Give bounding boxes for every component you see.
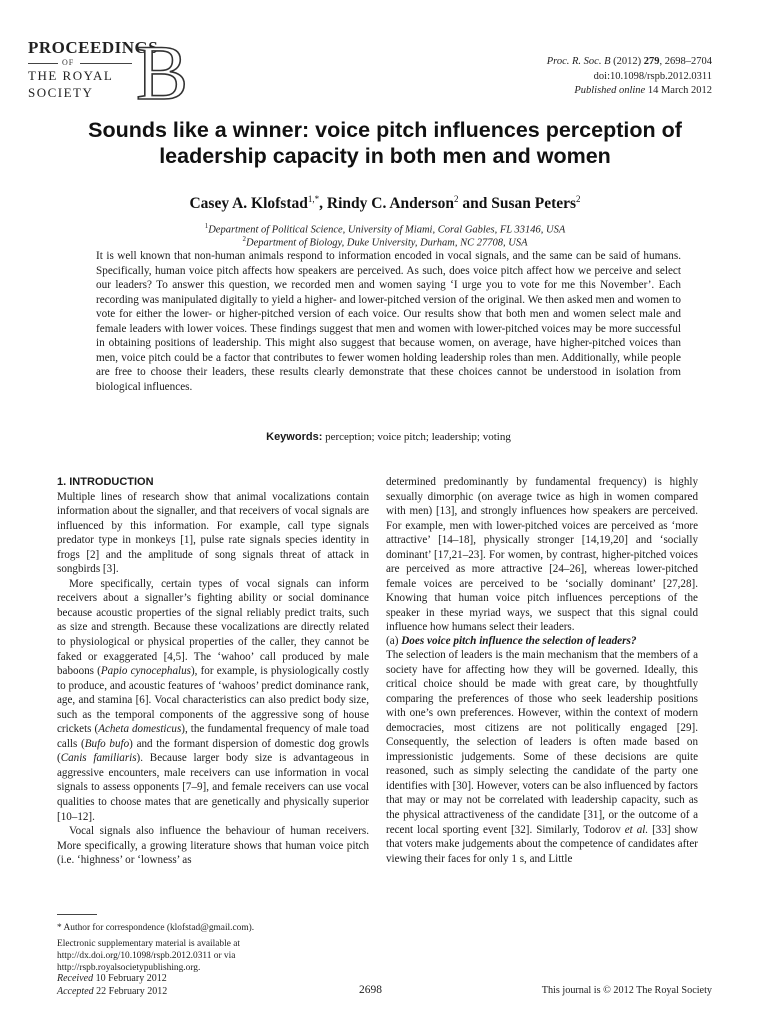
doi[interactable]: doi:10.1098/rspb.2012.0311 [593, 70, 712, 82]
abstract: It is well known that non-human animals respond to information encoded in vocal signals, and the same can be said of humans. Specifically, human voice pitch affects how speakers are perceived. As such, does voice pitch affect how we perceive and select our leaders? To answer this question, we recorded men and women saying ‘I urge you to vote for me this November’. Each recording was manipulated digitally to yield a higher- and lower-pitched version of the original. We then asked men and women to vote for either the lower- or higher-pitched version of each voice. Our results show that both men and women select male and female leaders with lower voices. These findings suggest that men and women with lower-pitched voices may be more successful in obtaining positions of leadership. This might also suggest that because women, on average, have higher-pitched voices than men, voice pitch could be a factor that contributes to fewer women holding leadership roles than men. Additionally, while people are free to choose their leaders, these results clearly demonstrate that these choices cannot be understood in isolation from biological influences. [96, 250, 681, 393]
citation-line [547, 55, 712, 70]
intro-paragraph-2 [57, 577, 369, 824]
intro-paragraph-4: determined predominantly by fundamental frequency) is highly sexually dimorphic (on average twice as high in women compared with men) [13], and strongly influences how speakers are perceived. For example, men with lower-pitched voices are perceived as ‘more attractive’ [14–18], physically stronger [14,19,20] and ‘socially dominant’ [17,21–23]. For women, by contrast, higher-pitched voices are perceived as more attractive [24–26], whereas lower-pitched female voices are perceived to be ‘socially dominant’ [27,28]. Knowing that human voice pitch influences perceptions of the speaker in these myriad ways, we suspect that this signal could influence how humans select their leaders. [386, 476, 698, 634]
journal-logo [28, 29, 189, 116]
footnote-divider [57, 914, 97, 915]
published-label: Published online [574, 85, 646, 96]
received-date: 10 February 2012 [93, 973, 167, 984]
received-label: Received [57, 973, 94, 984]
author-name: Susan Peters [491, 195, 577, 213]
dates-block [57, 973, 167, 998]
subsection-paragraph-1 [386, 648, 698, 866]
et-al: et al. [624, 823, 649, 836]
text-run: ), the fundamental frequency of male toad calls ( [57, 723, 370, 750]
logo-the-royal: THE ROYAL [28, 68, 114, 83]
subsection-heading [386, 635, 698, 648]
paper-title: Sounds like a winner: voice pitch influences perception of leadership capacity in both men and women [88, 118, 682, 168]
text-run: Electronic supplementary material is available at [57, 939, 240, 949]
author-affil-sup: 2 [453, 194, 459, 204]
text-run: ). Because larger body size is advantageous in aggressive encounters, male receivers can use information in vocal signals to assess opponents [7–9], and female receivers can use vocal qualities to choose mates that are genetically and physically superior [10–12]. [57, 752, 369, 823]
supplementary-doi-link[interactable]: http://dx.doi.org/10.1098/rspb.2012.0311 [57, 951, 212, 961]
text-run: The selection of leaders is the main mechanism that the members of a society have for affecting how they will be governed. Ideally, this critical choice should be made with great care, by thoughtfully comparing the preferences of those who seek leadership positions with one’s own preferences. However, within the context of modern democracies, most citizens are not politically engaged [29]. Consequently, the selection of leaders is often made based on impressionistic judgements. Some of these decisions are quite reasoned, such as simply selecting the candidate of the party one identifies with [30]. However, voters can be also influenced by factors that may or may not be correlated with leadership capacity, such as the physical attractiveness of the candidate [31], or the outcome of a recent local sporting event [32]. Similarly, Todorov [386, 649, 698, 836]
intro-paragraph-3: Vocal signals also influence the behaviour of human receivers. More specifically, a growing literature shows that human voice pitch (i.e. ‘highness’ or ‘lowness’ as [57, 825, 369, 867]
logo-rule-left [28, 63, 58, 64]
text-run: ), for example, is physiologically costly to produce, and acoustic features of ‘wahoos’ predict dominance rank, age, and stamina [6]. Vocal characteristics can also predict body size, such as the temporal components of the aggressive song of house crickets ( [57, 665, 369, 736]
affiliation-text: Department of Political Science, University of Miami, Coral Gables, FL 33146, USA [208, 224, 566, 236]
subsection-title: Does voice pitch influence the selection of leaders? [401, 635, 637, 648]
right-column [386, 475, 698, 866]
species-name: Bufo bufo [84, 737, 130, 750]
accepted-label: Accepted [57, 985, 94, 997]
published-line [547, 84, 712, 99]
left-column [57, 475, 369, 868]
logo-b-letter: B [136, 29, 189, 116]
copyright-note: This journal is © 2012 The Royal Society [541, 985, 712, 996]
journal-site-link[interactable]: http://rspb.royalsocietypublishing.org [57, 963, 198, 973]
accepted-line [57, 986, 167, 999]
page-number: 2698 [359, 984, 382, 996]
species-name: Acheta domesticus [98, 723, 182, 736]
citation-journal: Proc. R. Soc. B [546, 56, 611, 67]
logo-society: SOCIETY [28, 85, 94, 100]
text-run: or via [211, 951, 236, 961]
published-date: 14 March 2012 [645, 85, 712, 96]
subsection-label: (a) [386, 635, 402, 648]
citation-year: (2012) [610, 56, 644, 67]
text-run: More specifically, certain types of vocal signals can inform receivers about a signaller’s fighting ability or social dominance because acoustic properties of the signal reliably predict traits, such as size and strength. Because these vocalizations are directly related to physiological or physical properties of the caller, they cannot be faked or exaggerated [4,5]. The ‘wahoo’ call produced by male baboons ( [57, 577, 369, 678]
affiliation-text: Department of Biology, Duke University, Durham, NC 27708, USA [245, 237, 528, 249]
affiliation-1 [60, 222, 710, 236]
logo-rule-right [80, 63, 132, 64]
affiliation-num: 1 [204, 222, 209, 230]
correspondence-footnote: * Author for correspondence (klofstad@gmail.com). [57, 923, 255, 933]
keywords-text: perception; voice pitch; leadership; voting [322, 431, 511, 443]
keywords-label: Keywords: [266, 431, 323, 443]
author-separator: , [319, 195, 327, 213]
text-run: ) and the formant dispersion of domestic dog growls ( [57, 737, 370, 765]
accepted-date: 22 February 2012 [93, 985, 168, 997]
text-run: [33] show that voters make judgements about the competence of candidates after viewing their faces for only 1 s, and Little [386, 823, 698, 865]
author-name: Casey A. Klofstad [189, 195, 308, 213]
author-separator: and [458, 195, 492, 213]
received-line [57, 973, 167, 986]
author-name: Rindy C. Anderson [326, 195, 454, 213]
citation-pages: , 2698–2704 [659, 56, 712, 67]
section-heading-introduction: 1. INTRODUCTION [57, 476, 154, 488]
affiliation-2 [60, 235, 710, 249]
affiliation-num: 2 [242, 235, 246, 243]
species-name: Canis familiaris [60, 752, 137, 765]
logo-of: OF [62, 58, 75, 67]
author-affil-sup: 1,* [307, 194, 320, 204]
keywords [96, 431, 681, 443]
author-list [60, 194, 710, 213]
author-affil-sup: 2 [576, 194, 581, 204]
citation-volume: 279 [643, 56, 660, 67]
citation-block [547, 55, 712, 99]
logo-proceedings: PROCEEDINGS [28, 38, 159, 57]
text-run: . [197, 963, 201, 973]
supplementary-footnote [57, 938, 369, 974]
species-name: Papio cynocephalus [100, 665, 191, 678]
intro-paragraph-1: Multiple lines of research show that animal vocalizations contain information about the signaller, and that receivers of vocal signals are influenced by this information. For example, call type signals predator type in monkeys [1], pulse rate signals species identity in frogs [2] and the amplitude of song signals threat of attack in songbirds [3]. [57, 490, 369, 576]
